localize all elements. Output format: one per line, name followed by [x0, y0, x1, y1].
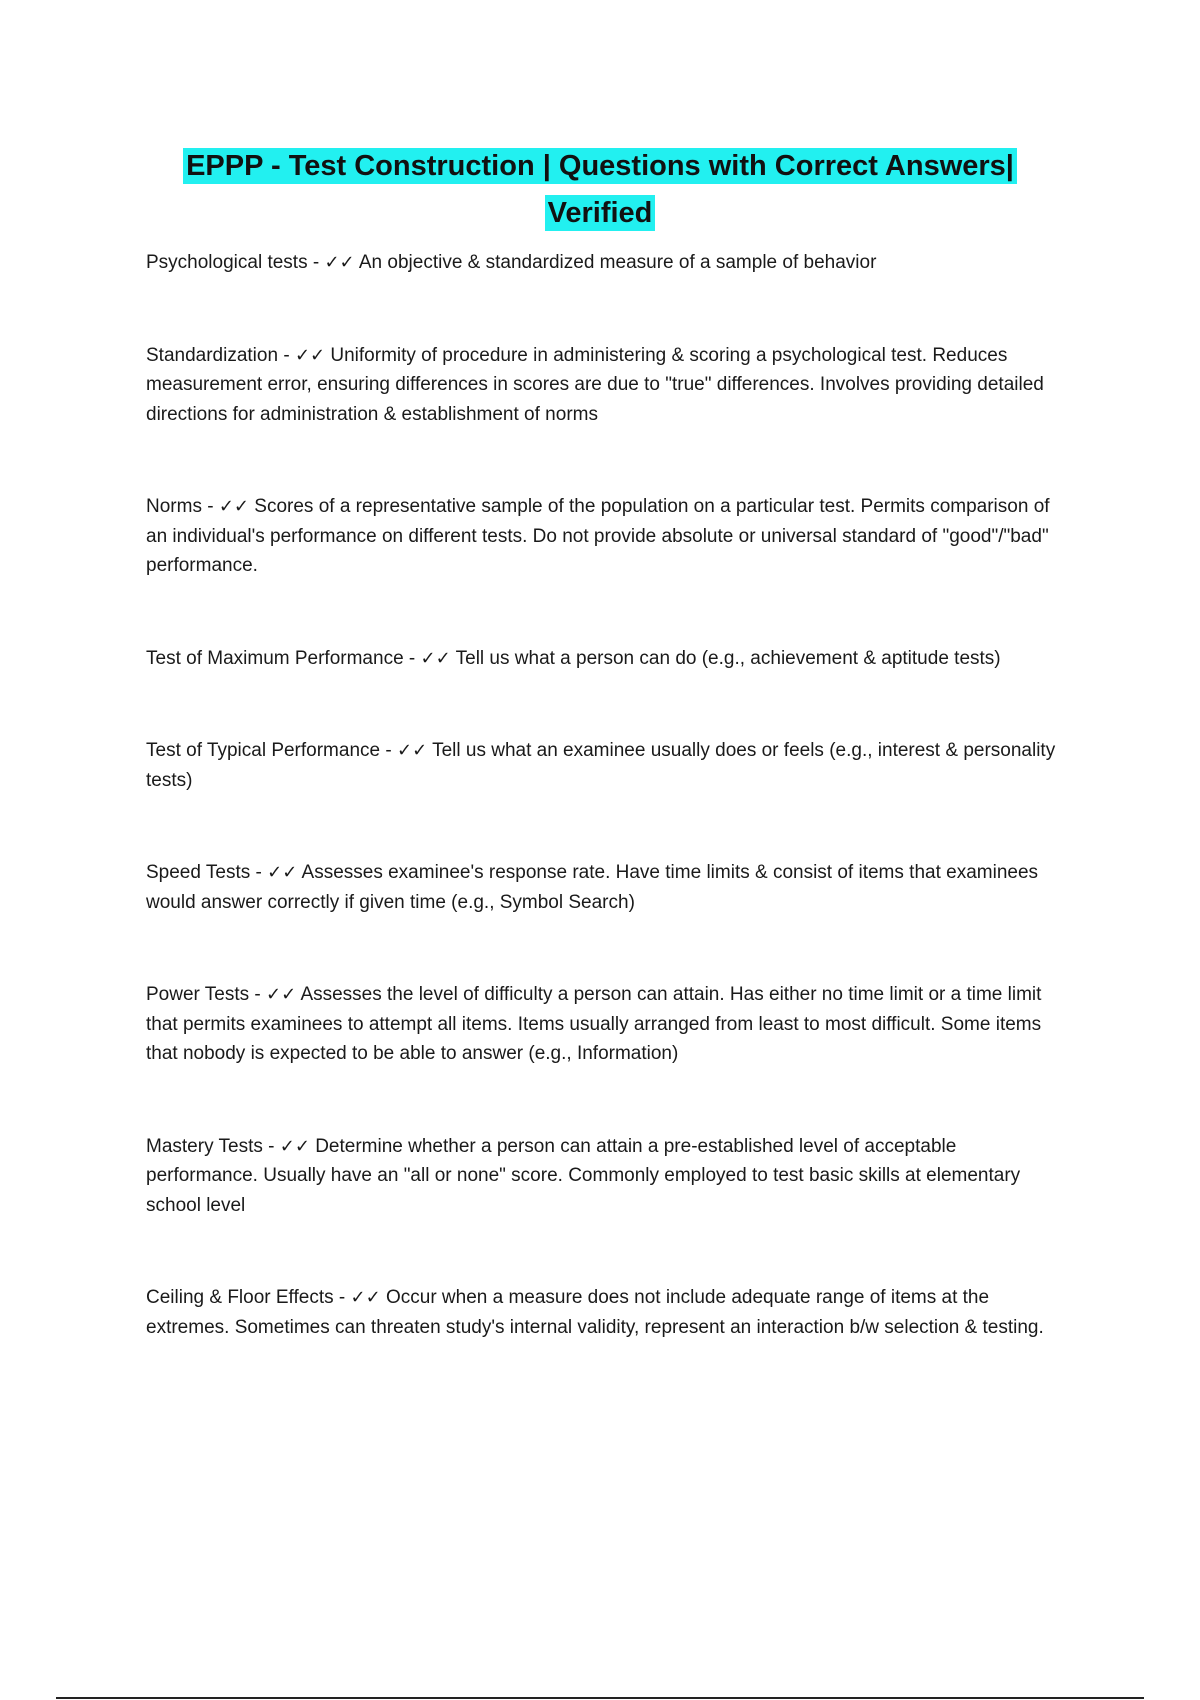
entry-separator: - — [262, 1135, 280, 1157]
entry-power-tests — [146, 980, 1066, 1069]
entry-test-of-typical-performance — [146, 736, 1066, 795]
double-check-icon: ✓✓ — [350, 1287, 381, 1308]
entry-definition: Scores of a representative sample of the population on a particular test. Permits comparison of an individual's performance on different tests. Do not provide absolute or universal standard of "good"/"bad" performance. — [146, 496, 1050, 576]
entry-term: Psychological tests — [146, 252, 308, 273]
double-check-icon: ✓✓ — [279, 1135, 310, 1157]
entry-separator: - — [250, 862, 268, 883]
entry-separator: - — [403, 647, 421, 669]
entry-term: Norms — [146, 496, 202, 517]
entry-definition: An objective & standardized measure of a sample of behavior — [358, 252, 877, 273]
title-line-2 — [0, 192, 1200, 239]
entry-separator: - — [380, 740, 397, 761]
entry-term: Ceiling & Floor Effects — [146, 1287, 334, 1308]
title-text-1: EPPP - Test Construction | Questions with Correct Answers| — [183, 148, 1017, 184]
entry-list — [146, 248, 1066, 1342]
entry-separator: - — [307, 252, 325, 273]
entry-separator: - — [201, 496, 219, 517]
entry-speed-tests — [146, 858, 1066, 917]
entry-term: Mastery Tests — [146, 1135, 263, 1157]
entry-mastery-tests — [146, 1132, 1066, 1221]
title-text-2: Verified — [545, 195, 656, 231]
entry-definition: Tell us what a person can do (e.g., achievement & aptitude tests) — [455, 647, 1001, 669]
double-check-icon: ✓✓ — [396, 740, 428, 761]
entry-separator: - — [333, 1287, 351, 1308]
entry-standardization — [146, 341, 1066, 430]
double-check-icon: ✓✓ — [324, 252, 355, 273]
footer-divider — [56, 1697, 1144, 1699]
entry-ceiling-floor-effects — [146, 1283, 1066, 1342]
entry-definition: Determine whether a person can attain a pre-established level of acceptable performance. Usually have an "all or none" score. Commonly employed to test basic skills at elementary school level — [146, 1135, 1021, 1216]
entry-term: Test of Typical Performance — [146, 740, 381, 761]
double-check-icon: ✓✓ — [294, 344, 326, 366]
entry-psychological-tests — [146, 248, 1066, 278]
entry-term: Power Tests — [146, 984, 250, 1005]
entry-definition: Assesses examinee's response rate. Have time limits & consist of items that examinees would answer correctly if given time (e.g., Symbol Search) — [146, 862, 1039, 913]
double-check-icon: ✓✓ — [267, 862, 298, 883]
entry-term: Speed Tests — [146, 862, 251, 883]
entry-term: Test of Maximum Performance — [146, 647, 404, 669]
entry-definition: Tell us what an examinee usually does or feels (e.g., interest & personality tests) — [146, 740, 1056, 791]
entry-term: Standardization — [146, 344, 279, 366]
entry-norms — [146, 492, 1066, 581]
double-check-icon: ✓✓ — [266, 984, 297, 1005]
double-check-icon: ✓✓ — [420, 647, 451, 669]
entry-definition: Assesses the level of difficulty a person can attain. Has either no time limit or a time limit that permits examinees to attempt all items. Items usually arranged from least to most difficult. Some items that nobody is expected to be able to answer (e.g., Information) — [146, 984, 1042, 1064]
entry-definition: Uniformity of procedure in administering & scoring a psychological test. Reduces measurement error, ensuring differences in scores are due to "true" differences. Involves providing detailed directions for administration & establishment of norms — [146, 344, 1044, 425]
title-line-1 — [0, 145, 1200, 192]
entry-separator: - — [278, 344, 295, 366]
entry-test-of-maximum-performance — [146, 644, 1066, 674]
entry-separator: - — [249, 984, 267, 1005]
document-title — [0, 145, 1200, 239]
double-check-icon: ✓✓ — [218, 496, 250, 517]
entry-definition: Occur when a measure does not include adequate range of items at the extremes. Sometimes can threaten study's internal validity, represent an interaction b/w selection & testing. — [146, 1287, 1044, 1338]
